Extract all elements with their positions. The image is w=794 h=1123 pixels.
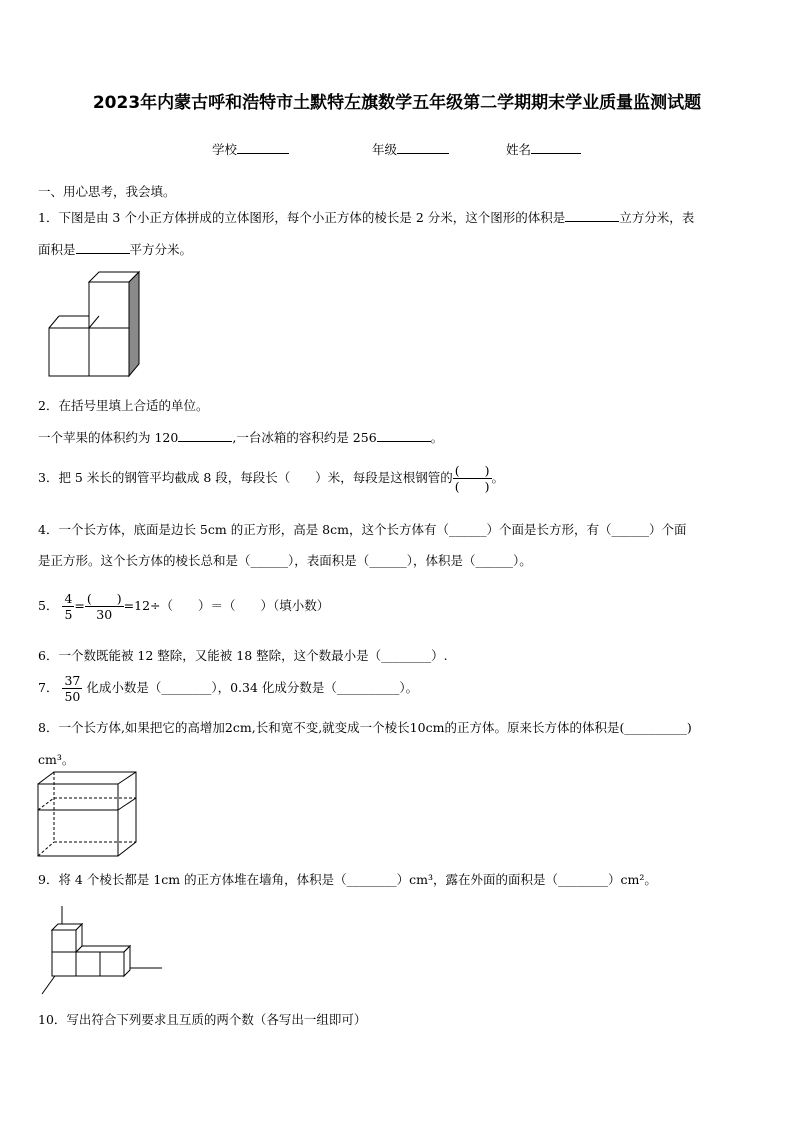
question-1-line2: [38, 240, 192, 258]
fraction-numerator: 37: [64, 673, 81, 688]
fraction-numerator: ( ): [454, 463, 490, 478]
question-5-label: 5．: [38, 598, 59, 613]
school-blank[interactable]: [237, 141, 289, 154]
answer-blank[interactable]: [565, 209, 619, 222]
question-6: 6．一个数既能被 12 整除，又能被 18 整除，这个数最小是（________）.: [38, 648, 448, 663]
school-field: [212, 140, 289, 158]
answer-blank[interactable]: [76, 241, 130, 254]
fraction-37-50: [62, 673, 82, 704]
question-1-text-d: 平方分米。: [129, 242, 193, 257]
question-9: 9．将 4 个棱长都是 1cm 的正方体堆在墙角，体积是（________）cm³，露在外面的面积是（________）cm²。: [38, 872, 657, 887]
question-3-end: 。: [491, 470, 505, 485]
name-field: [506, 140, 581, 158]
question-2-line: [38, 428, 443, 446]
fraction-denominator: 30: [96, 607, 113, 622]
question-1-line1: [38, 208, 694, 226]
grade-field: [372, 140, 449, 158]
question-5-text: =12÷（ ）＝（ ）（填小数）: [123, 598, 330, 613]
fraction-numerator: ( ): [86, 591, 122, 606]
corner-cubes-figure: [38, 904, 168, 998]
question-3: [38, 458, 504, 498]
question-2-title: 2．在括号里填上合适的单位。: [38, 398, 209, 413]
grade-label: 年级: [372, 142, 398, 157]
name-label: 姓名: [506, 142, 532, 157]
page-title: 2023年内蒙古呼和浩特市土默特左旗数学五年级第二学期期末学业质量监测试题: [92, 93, 702, 113]
fraction-denominator: ( ): [454, 479, 490, 494]
question-1-text-b: 立方分米，表: [619, 210, 695, 225]
cubes-figure: [44, 268, 144, 380]
grade-blank[interactable]: [397, 141, 449, 154]
fraction-denominator: 5: [64, 607, 73, 622]
question-7-label: 7．: [38, 680, 59, 695]
cuboid-figure: [36, 770, 142, 860]
question-10: 10．写出符合下列要求且互质的两个数（各写出一组即可）: [38, 1012, 367, 1027]
fraction-numerator: 4: [64, 591, 73, 606]
question-1-text-c: 面积是: [38, 242, 76, 257]
school-label: 学校: [212, 142, 238, 157]
question-4-line1: 4．一个长方体，底面是边长 5cm 的正方形，高是 8cm，这个长方体有（______）个面是长方形，有（______）个面: [38, 522, 687, 537]
answer-blank[interactable]: [377, 429, 431, 442]
equals-sign: =: [74, 598, 85, 613]
fraction-4-5: [62, 591, 74, 622]
fraction-blank[interactable]: [85, 591, 124, 622]
question-2-text-d: 。: [430, 430, 444, 445]
question-4-line2: 是正方形。这个长方体的棱长总和是（______），表面积是（______），体积是（______）。: [38, 553, 532, 568]
question-7: [38, 668, 418, 708]
answer-blank[interactable]: [178, 429, 232, 442]
fraction-denominator: 50: [64, 689, 81, 704]
section-heading: 一、用心思考，我会填。: [38, 184, 176, 199]
question-8-line1: 8．一个长方体,如果把它的高增加2cm,长和宽不变,就变成一个棱长10cm的正方体。原来长方体的体积是(__________): [38, 720, 692, 735]
question-8-line2: cm³。: [38, 752, 75, 767]
question-5: [38, 586, 329, 626]
question-1-text: 1．下图是由 3 个小正方体拼成的立体图形，每个小正方体的棱长是 2 分米，这个图形的体积是: [38, 210, 566, 225]
fraction-blank[interactable]: [453, 463, 492, 494]
question-7-text: 化成小数是（________），0.34 化成分数是（__________）。: [86, 680, 419, 695]
name-blank[interactable]: [531, 141, 581, 154]
question-3-text: 3．把 5 米长的钢管平均截成 8 段，每段长（ ）米，每段是这根钢管的: [38, 470, 453, 485]
question-2-text-b: 一个苹果的体积约为 120: [38, 430, 179, 445]
question-2-text-c: ,一台冰箱的容积约是 256: [232, 430, 377, 445]
